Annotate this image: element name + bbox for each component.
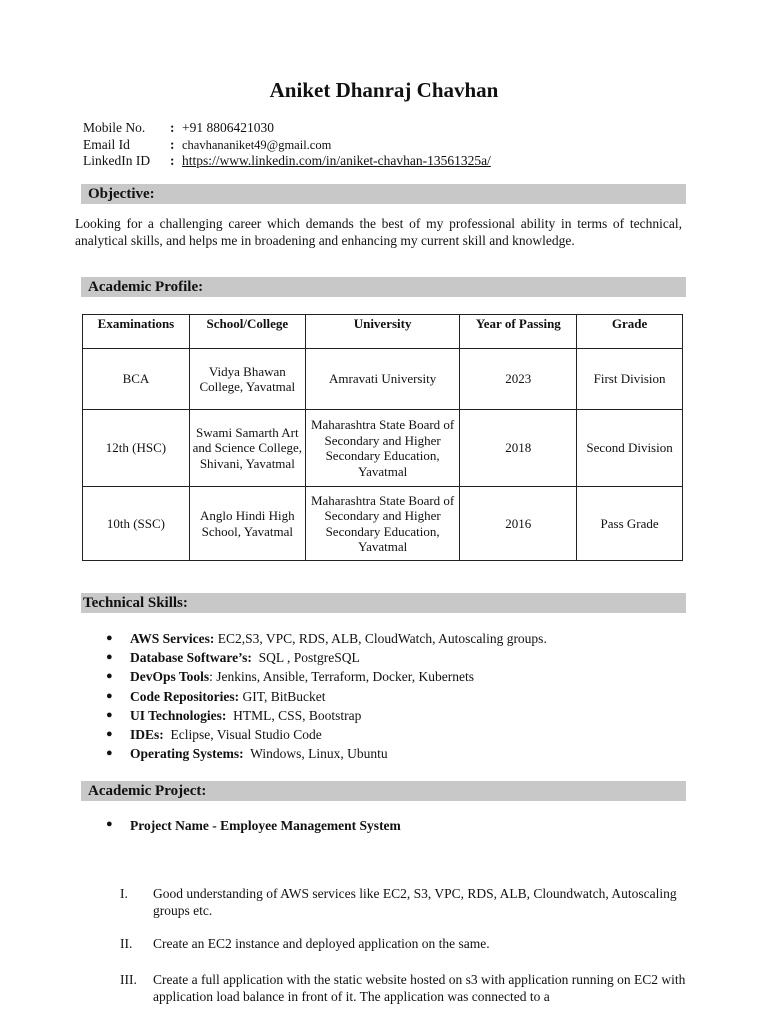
bullet-icon: ●: [106, 632, 113, 644]
table-cell: Amravati University: [305, 349, 460, 410]
skill-label: AWS Services:: [130, 631, 215, 646]
mobile-label: Mobile No.: [83, 120, 146, 135]
table-cell: 2016: [460, 487, 577, 561]
table-header-row: [83, 315, 683, 349]
bullet-icon: ●: [106, 818, 113, 830]
point-number: III.: [120, 972, 137, 987]
table-cell: Second Division: [577, 410, 683, 487]
email-row: [83, 137, 491, 154]
project-heading: [81, 781, 686, 801]
list-item: [106, 725, 547, 744]
skill-value: Eclipse, Visual Studio Code: [163, 727, 322, 743]
bullet-icon: ●: [106, 670, 113, 683]
table-row: [83, 349, 683, 410]
table-cell: Anglo Hindi High School, Yavatmal: [189, 487, 305, 561]
table-cell: BCA: [83, 349, 190, 410]
table-cell: 2023: [460, 349, 577, 410]
bullet-icon: ●: [106, 651, 113, 664]
skills-heading-text: Technical Skills:: [83, 595, 188, 611]
bullet-icon: ●: [106, 689, 113, 702]
list-item: [106, 629, 547, 648]
table-row: [83, 410, 683, 487]
list-item: [106, 744, 547, 763]
skill-value: HTML, CSS, Bootstrap: [226, 707, 362, 723]
bullet-icon: ●: [106, 708, 113, 721]
table-cell: Pass Grade: [577, 487, 683, 561]
list-item: [106, 687, 547, 706]
objective-heading-text: Objective:: [88, 186, 155, 202]
table-cell: Vidya Bhawan College, Yavatmal: [189, 349, 305, 410]
skills-heading: [81, 593, 686, 613]
list-item: [120, 936, 700, 953]
list-item: [106, 667, 547, 686]
linkedin-row: [83, 153, 491, 170]
list-item: [106, 706, 547, 725]
skill-value: Windows, Linux, Ubuntu: [243, 746, 388, 762]
skill-label: Code Repositories:: [130, 688, 240, 704]
project-name-item: [106, 818, 401, 834]
skill-value: GIT, BitBucket: [239, 688, 326, 704]
linkedin-link[interactable]: https://www.linkedin.com/in/aniket-chavhan-13561325a/: [182, 153, 491, 168]
candidate-name: Aniket Dhanraj Chavhan: [269, 78, 499, 102]
skill-value: : Jenkins, Ansible, Terraform, Docker, Kubernets: [209, 669, 474, 685]
colon: :: [170, 120, 175, 135]
table-cell: 2018: [460, 410, 577, 487]
colon: :: [170, 136, 175, 152]
objective-text: Looking for a challenging career which demands the best of my professional ability in terms of technical, analytical skills, and helps me in broadening and enhancing my current skill and knowledge.: [75, 216, 682, 248]
academic-table: [82, 314, 683, 561]
contact-block: [83, 120, 491, 170]
table-cell: Maharashtra State Board of Secondary and Higher Secondary Education, Yavatmal: [305, 410, 460, 487]
table-row: [83, 487, 683, 561]
col-header: Year of Passing: [460, 315, 577, 349]
col-header: Examinations: [83, 315, 190, 349]
colon: :: [170, 153, 175, 168]
table-cell: 12th (HSC): [83, 410, 190, 487]
table-cell: Swami Samarth Art and Science College, Shivani, Yavatmal: [189, 410, 305, 487]
skill-label: Operating Systems:: [130, 746, 244, 762]
project-heading-text: Academic Project:: [88, 783, 207, 799]
point-text: Create an EC2 instance and deployed application on the same.: [153, 936, 490, 951]
table-cell: First Division: [577, 349, 683, 410]
point-text: Create a full application with the static website hosted on s3 with application running on EC2 with application load balance in front of it. The application was connected to a: [153, 972, 686, 1004]
project-name: Project Name - Employee Management System: [130, 818, 401, 833]
list-item: [120, 886, 700, 919]
skill-value: EC2,S3, VPC, RDS, ALB, CloudWatch, Autoscaling groups.: [214, 631, 547, 646]
email-value[interactable]: chavhananiket49@gmail.com: [182, 137, 332, 152]
email-label: Email Id: [83, 136, 130, 152]
skill-label: IDEs:: [130, 727, 164, 743]
academic-heading: [81, 277, 686, 297]
mobile-value: +91 8806421030: [182, 120, 274, 135]
table-cell: Maharashtra State Board of Secondary and Higher Secondary Education, Yavatmal: [305, 487, 460, 561]
col-header: University: [305, 315, 460, 349]
point-number: II.: [120, 936, 133, 951]
bullet-icon: ●: [106, 747, 113, 760]
skill-value: SQL , PostgreSQL: [251, 650, 360, 666]
objective-heading: [81, 184, 686, 204]
col-header: Grade: [577, 315, 683, 349]
list-item: [106, 648, 547, 667]
skill-label: UI Technologies:: [130, 707, 227, 723]
linkedin-label: LinkedIn ID: [83, 153, 151, 168]
mobile-row: [83, 120, 491, 137]
skills-list: [106, 629, 547, 763]
point-text: Good understanding of AWS services like EC2, S3, VPC, RDS, ALB, Cloundwatch, Autoscaling groups etc.: [153, 886, 677, 918]
point-number: I.: [120, 886, 128, 901]
bullet-icon: ●: [106, 728, 113, 741]
list-item: [120, 972, 700, 1005]
skill-label: DevOps Tools: [130, 669, 210, 685]
skill-label: Database Software’s:: [130, 650, 252, 666]
academic-heading-text: Academic Profile:: [88, 279, 204, 295]
table-cell: 10th (SSC): [83, 487, 190, 561]
col-header: School/College: [189, 315, 305, 349]
